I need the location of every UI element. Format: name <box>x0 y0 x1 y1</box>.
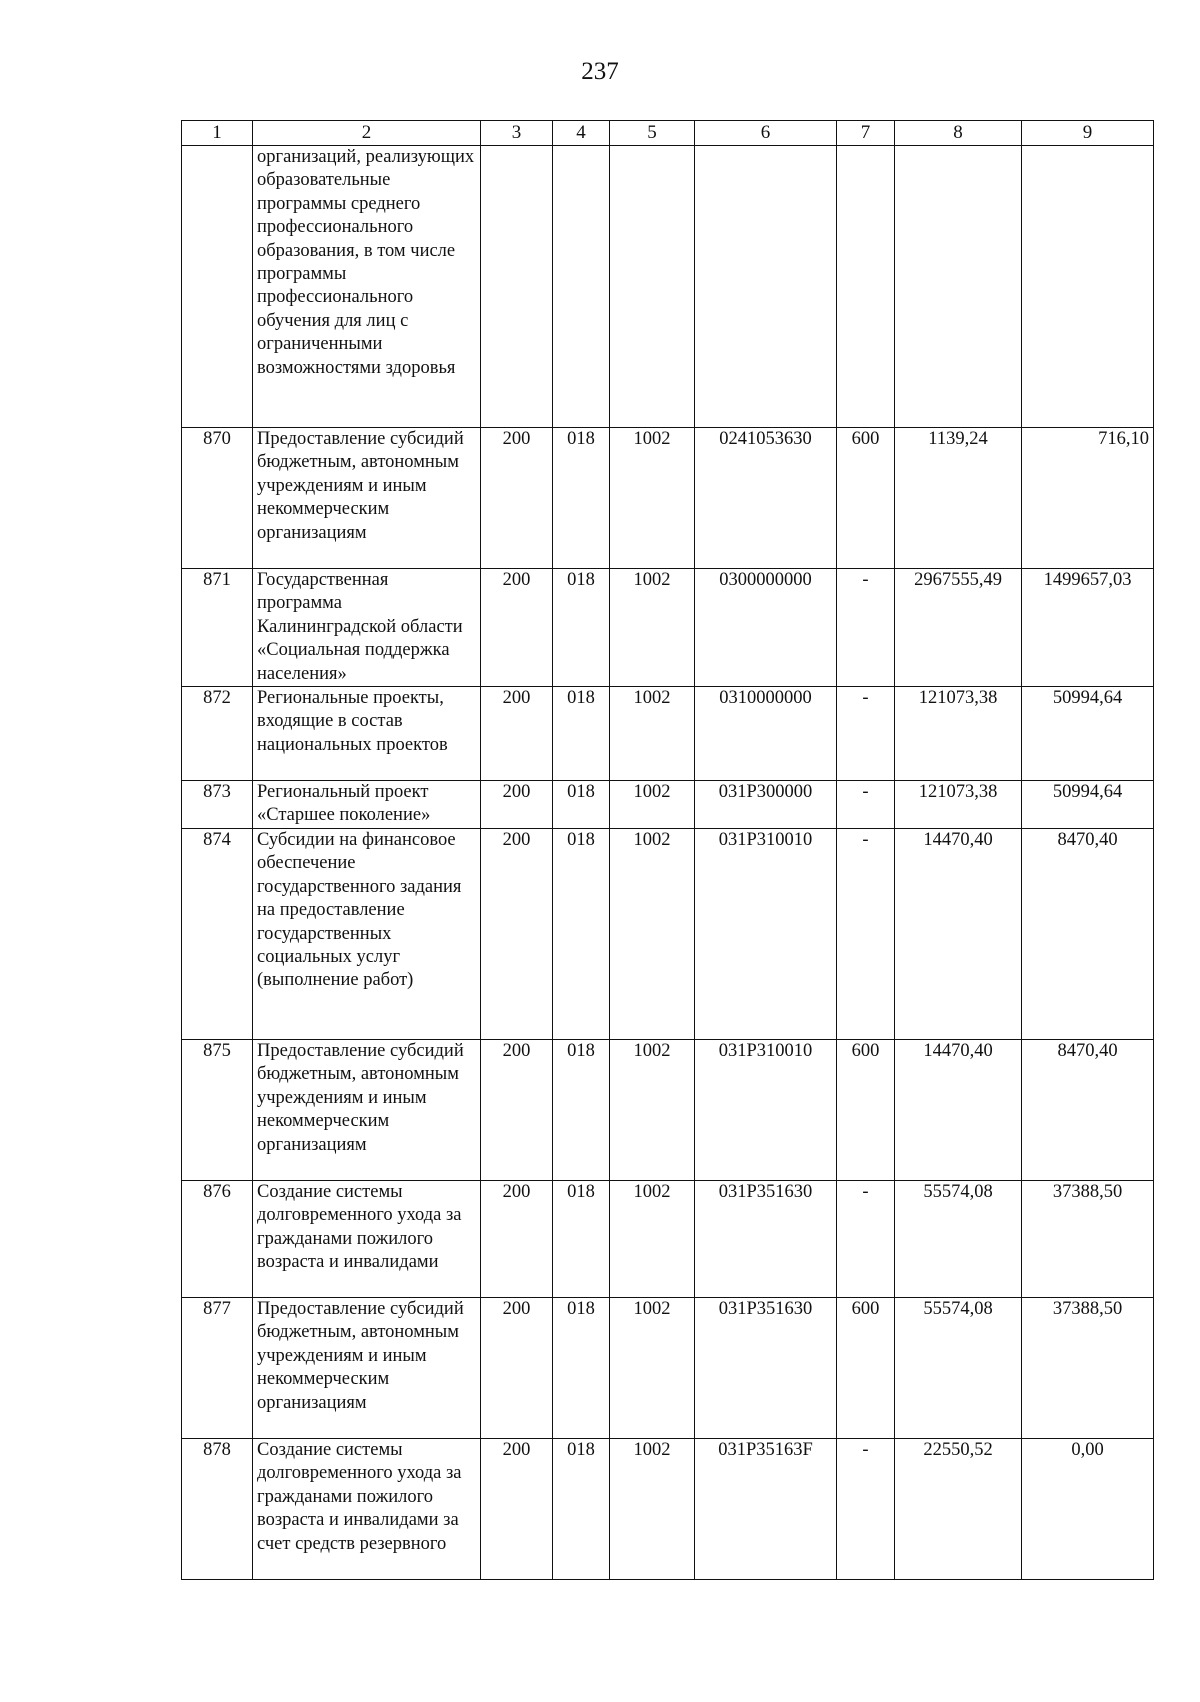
cell-col3: 200 <box>481 428 553 569</box>
cell-col3: 200 <box>481 1040 553 1181</box>
row-description: организаций, реализующих образовательные программы среднего профессионального образования, в том числе программы профессионального обучения для лиц с ограниченными возможностями здоровья <box>253 146 481 428</box>
cell-col4 <box>553 146 610 428</box>
page-number: 237 <box>581 58 619 85</box>
column-header: 7 <box>837 121 895 146</box>
column-header: 4 <box>553 121 610 146</box>
table-row <box>182 569 1154 687</box>
table-row <box>182 781 1154 829</box>
row-number: 875 <box>182 1040 253 1181</box>
cell-col9: 716,10 <box>1022 428 1154 569</box>
row-description: Предоставление субсидий бюджетным, автономным учреждениям и иным некоммерческим организациям <box>253 1298 481 1439</box>
cell-col8: 14470,40 <box>895 829 1022 1040</box>
cell-col3: 200 <box>481 829 553 1040</box>
table-row <box>182 687 1154 781</box>
cell-col9: 37388,50 <box>1022 1298 1154 1439</box>
cell-col5: 1002 <box>610 428 695 569</box>
budget-table <box>181 120 1154 1580</box>
cell-col6: 031P310010 <box>695 1040 837 1181</box>
cell-col8: 121073,38 <box>895 687 1022 781</box>
table-row <box>182 146 1154 428</box>
row-description: Региональный проект «Старшее поколение» <box>253 781 481 829</box>
cell-col9: 8470,40 <box>1022 829 1154 1040</box>
cell-col9: 1499657,03 <box>1022 569 1154 687</box>
cell-col9: 0,00 <box>1022 1439 1154 1580</box>
column-header: 3 <box>481 121 553 146</box>
cell-col5: 1002 <box>610 1439 695 1580</box>
cell-col6: 031P310010 <box>695 829 837 1040</box>
cell-col6: 0241053630 <box>695 428 837 569</box>
cell-col7: - <box>837 687 895 781</box>
row-description: Создание системы долговременного ухода за гражданами пожилого возраста и инвалидами за счет средств резервного <box>253 1439 481 1580</box>
row-number: 870 <box>182 428 253 569</box>
cell-col5: 1002 <box>610 569 695 687</box>
cell-col4: 018 <box>553 428 610 569</box>
cell-col4: 018 <box>553 1298 610 1439</box>
row-number: 871 <box>182 569 253 687</box>
cell-col7: 600 <box>837 428 895 569</box>
cell-col9: 50994,64 <box>1022 781 1154 829</box>
cell-col3: 200 <box>481 569 553 687</box>
cell-col7: 600 <box>837 1040 895 1181</box>
cell-col8: 121073,38 <box>895 781 1022 829</box>
cell-col4: 018 <box>553 1040 610 1181</box>
cell-col3: 200 <box>481 1181 553 1298</box>
cell-col5: 1002 <box>610 1181 695 1298</box>
cell-col7: - <box>837 781 895 829</box>
column-header: 8 <box>895 121 1022 146</box>
cell-col5: 1002 <box>610 781 695 829</box>
cell-col4: 018 <box>553 687 610 781</box>
column-header: 9 <box>1022 121 1154 146</box>
table-row <box>182 829 1154 1040</box>
row-number: 877 <box>182 1298 253 1439</box>
cell-col4: 018 <box>553 829 610 1040</box>
cell-col7: - <box>837 569 895 687</box>
cell-col8: 1139,24 <box>895 428 1022 569</box>
row-description: Субсидии на финансовое обеспечение государственного задания на предоставление государственных социальных услуг (выполнение работ) <box>253 829 481 1040</box>
row-description: Государственная программа Калининградской области «Социальная поддержка населения» <box>253 569 481 687</box>
cell-col9: 8470,40 <box>1022 1040 1154 1181</box>
cell-col7: - <box>837 829 895 1040</box>
cell-col9: 50994,64 <box>1022 687 1154 781</box>
cell-col6 <box>695 146 837 428</box>
cell-col9: 37388,50 <box>1022 1181 1154 1298</box>
cell-col4: 018 <box>553 1439 610 1580</box>
column-header: 1 <box>182 121 253 146</box>
cell-col3 <box>481 146 553 428</box>
cell-col4: 018 <box>553 1181 610 1298</box>
cell-col6: 031P351630 <box>695 1298 837 1439</box>
cell-col5 <box>610 146 695 428</box>
table-row <box>182 1181 1154 1298</box>
cell-col8: 55574,08 <box>895 1298 1022 1439</box>
column-header: 6 <box>695 121 837 146</box>
cell-col8: 2967555,49 <box>895 569 1022 687</box>
cell-col8: 14470,40 <box>895 1040 1022 1181</box>
cell-col6: 031P351630 <box>695 1181 837 1298</box>
row-description: Предоставление субсидий бюджетным, автономным учреждениям и иным некоммерческим организациям <box>253 428 481 569</box>
table-row <box>182 428 1154 569</box>
column-header: 5 <box>610 121 695 146</box>
row-number: 873 <box>182 781 253 829</box>
cell-col3: 200 <box>481 781 553 829</box>
row-description: Региональные проекты, входящие в состав национальных проектов <box>253 687 481 781</box>
cell-col4: 018 <box>553 569 610 687</box>
cell-col5: 1002 <box>610 829 695 1040</box>
cell-col7: 600 <box>837 1298 895 1439</box>
cell-col3: 200 <box>481 1298 553 1439</box>
cell-col6: 031P35163F <box>695 1439 837 1580</box>
row-number: 876 <box>182 1181 253 1298</box>
cell-col7: - <box>837 1439 895 1580</box>
cell-col3: 200 <box>481 687 553 781</box>
cell-col5: 1002 <box>610 1298 695 1439</box>
row-number: 878 <box>182 1439 253 1580</box>
cell-col6: 0300000000 <box>695 569 837 687</box>
cell-col8 <box>895 146 1022 428</box>
row-description: Предоставление субсидий бюджетным, автономным учреждениям и иным некоммерческим организациям <box>253 1040 481 1181</box>
cell-col8: 55574,08 <box>895 1181 1022 1298</box>
table-row <box>182 1439 1154 1580</box>
row-description: Создание системы долговременного ухода за гражданами пожилого возраста и инвалидами <box>253 1181 481 1298</box>
cell-col5: 1002 <box>610 1040 695 1181</box>
cell-col7 <box>837 146 895 428</box>
cell-col5: 1002 <box>610 687 695 781</box>
row-number: 872 <box>182 687 253 781</box>
row-number: 874 <box>182 829 253 1040</box>
table-row <box>182 1040 1154 1181</box>
cell-col4: 018 <box>553 781 610 829</box>
table-header-row <box>182 121 1154 146</box>
cell-col8: 22550,52 <box>895 1439 1022 1580</box>
cell-col6: 031P300000 <box>695 781 837 829</box>
cell-col6: 0310000000 <box>695 687 837 781</box>
column-header: 2 <box>253 121 481 146</box>
cell-col7: - <box>837 1181 895 1298</box>
row-number <box>182 146 253 428</box>
cell-col3: 200 <box>481 1439 553 1580</box>
table-row <box>182 1298 1154 1439</box>
cell-col9 <box>1022 146 1154 428</box>
